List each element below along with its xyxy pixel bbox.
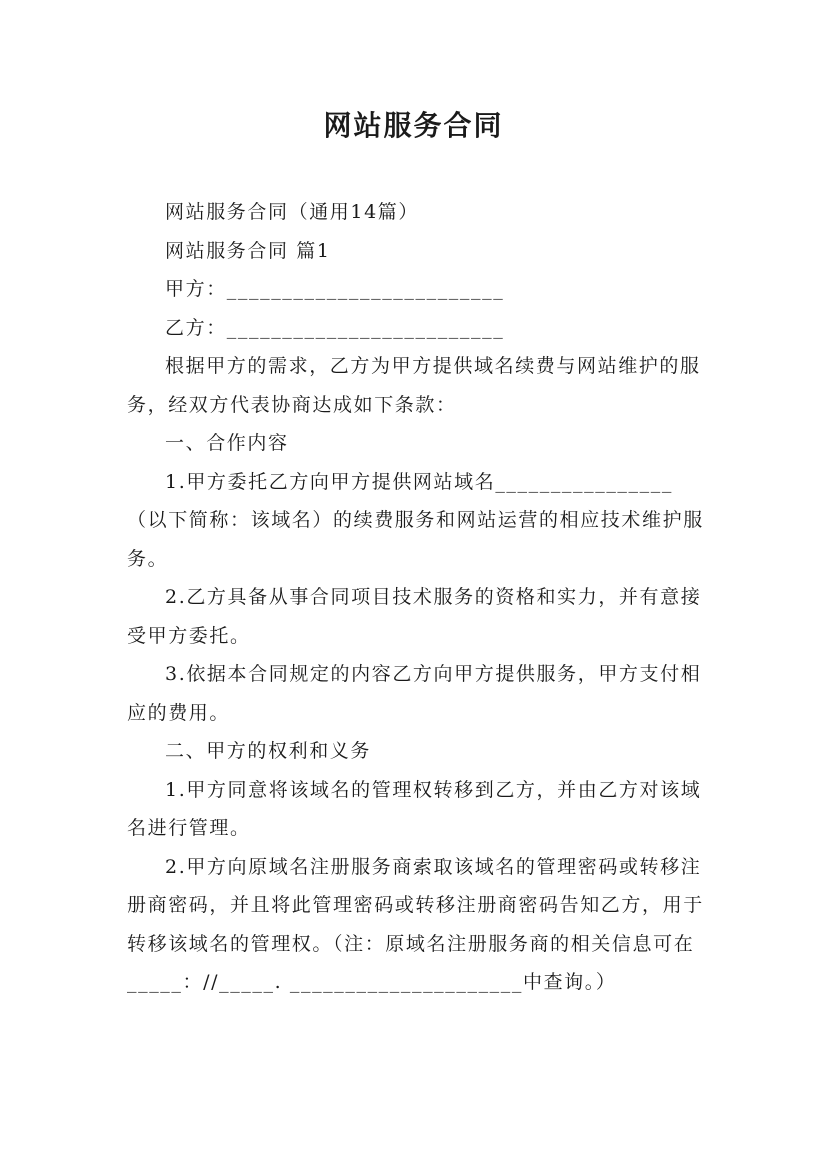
clause-paragraph: 2.乙方具备从事合同项目技术服务的资格和实力，并有意接受甲方委托。 [127,586,702,647]
party-a-line: 甲方：_________________________ [165,278,505,300]
section-heading: 一、合作内容 [165,432,289,454]
document-body [127,193,705,1002]
clause-paragraph: 3.依据本合同规定的内容乙方向甲方提供服务，甲方支付相应的费用。 [127,663,702,724]
clause-paragraph: 1.甲方委托乙方向甲方提供网站域名________________（以下简称：该域名）的续费服务和网站运营的相应技术维护服务。 [127,470,704,570]
section-heading: 二、甲方的权利和义务 [165,740,372,762]
document-title: 网站服务合同 [323,109,504,142]
party-b-line: 乙方：_________________________ [165,316,505,339]
document-subtitle: 网站服务合同（通用14篇） [165,201,419,223]
preamble-paragraph: 根据甲方的需求，乙方为甲方提供域名续费与网站维护的服务，经双方代表协商达成如下条款： [127,355,701,416]
section-heading: 网站服务合同 篇1 [165,239,331,262]
clause-paragraph: 2.甲方向原域名注册服务商索取该域名的管理密码或转移注册商密码，并且将此管理密码或转移注册商密码告知乙方，用于转移该域名的管理权。（注：原域名注册服务商的相关信息可在_____：//_____. _____________________中查询。） [127,855,704,993]
clause-paragraph: 1.甲方同意将该域名的管理权转移到乙方，并由乙方对该域名进行管理。 [127,778,702,839]
